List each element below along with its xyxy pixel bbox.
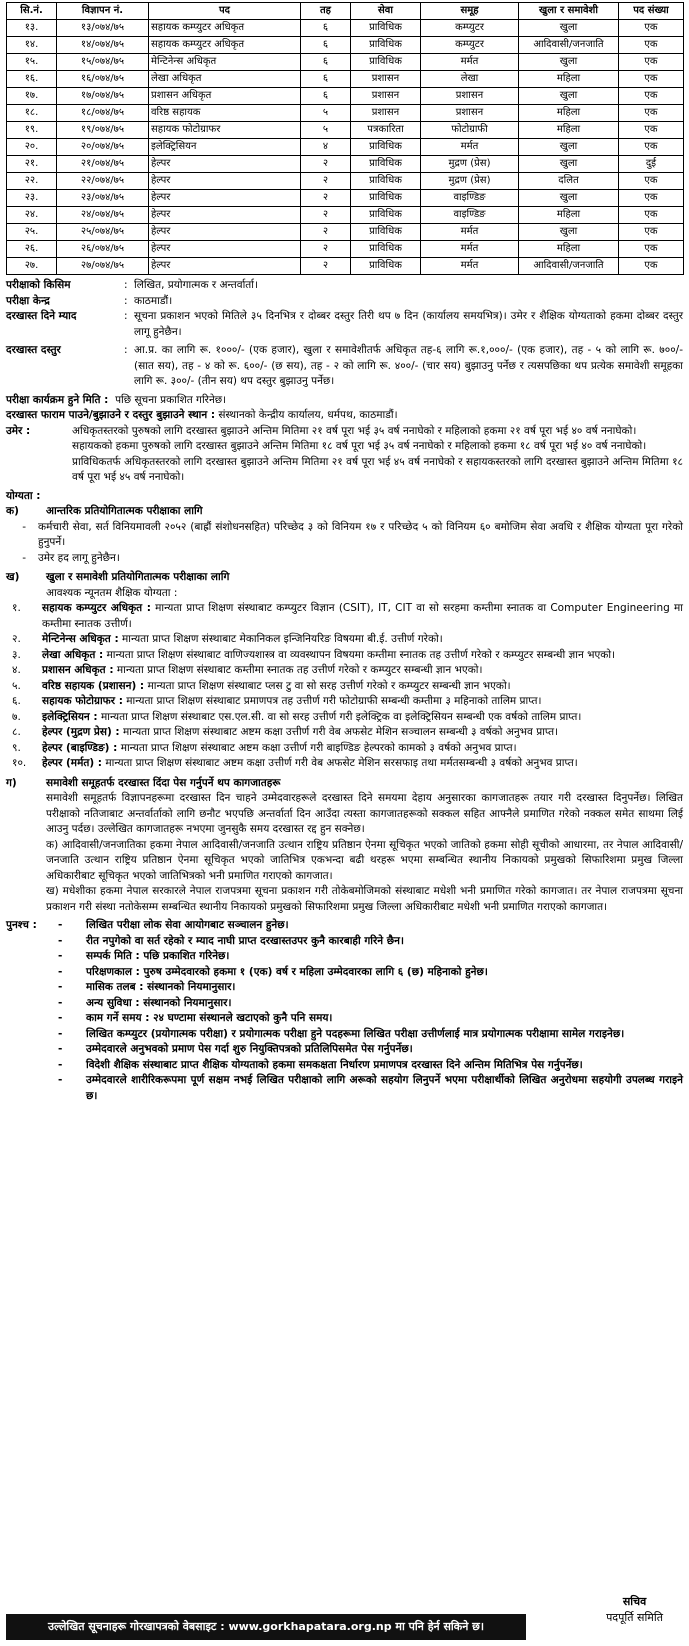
qual-b-item-text: मान्यता प्राप्त शिक्षण संस्थाबाट प्रमाणपत्र तह उत्तीर्ण गरी फोटोग्राफी सम्बन्धी कम्तीमा ३ महिनाको तालिम प्राप्त। [126, 695, 542, 707]
table-cell: वाइण्डिङ [421, 207, 519, 224]
qual-b-item [6, 648, 683, 664]
note-text: सम्पर्क मिति : पछि प्रकाशित गरिनेछ। [86, 950, 230, 962]
table-cell: २७. [7, 258, 57, 275]
table-cell: एक [619, 190, 684, 207]
notes-list [58, 918, 683, 1104]
table-cell: ६ [301, 88, 351, 105]
qual-b-item-num: २. [12, 633, 21, 645]
table-cell: २४/०७४/७५ [57, 207, 149, 224]
qual-c-title: समावेशी समूहतर्फ दरखास्त दिंदा पेस गर्नुपर्ने थप कागजातहरू [46, 776, 281, 789]
table-cell: १३. [7, 20, 57, 37]
qual-b-item [6, 601, 683, 632]
table-cell: दुई [619, 156, 684, 173]
table-cell: प्रशासन [351, 71, 421, 88]
table-cell: प्राविधिक [351, 37, 421, 54]
qual-b-item [6, 741, 683, 757]
table-row [7, 37, 684, 54]
table-cell: प्राविधिक [351, 190, 421, 207]
info-text: काठमाडौं। [134, 294, 173, 307]
qual-b-item-num: १. [12, 602, 21, 614]
qual-b-item-text: मान्यता प्राप्त शिक्षण संस्थाबाट कम्प्युटर विज्ञान (CSIT), IT, CIT वा सो सरहमा कम्तीमा स्नातक वा Computer Engineering मा कम्तीमा स्नातक उत्तीर्ण। [42, 602, 683, 630]
table-cell: हेल्पर [149, 258, 301, 275]
table-cell: एक [619, 20, 684, 37]
info-label: दरखास्त दिने म्याद [6, 310, 77, 322]
table-cell: हेल्पर [149, 207, 301, 224]
table-cell: २ [301, 190, 351, 207]
note-text: मासिक तलब : संस्थानको नियमानुसार। [86, 981, 236, 993]
qual-a-item: - कर्मचारी सेवा, सर्त विनियमावली २०५२ (बाह्रौं संशोधनसहित) परिच्छेद ३ को विनियम १७ र परिच्छेद ५ को विनियम ६० बमोजिम सेवा अवधि र शैक्षिक योग्यता पूरा गरेको हुनुपर्ने। [6, 520, 683, 551]
table-cell: महिला [519, 207, 619, 224]
qual-b-item-text: मान्यता प्राप्त शिक्षण संस्थाबाट अष्टम कक्षा उत्तीर्ण गरी वेब अफसेट मेशिन सरसफाइ तथा मर्मतसम्बन्धी ३ वर्षको अनुभव प्राप्त। [105, 757, 578, 769]
table-row [7, 122, 684, 139]
table-cell: १४. [7, 37, 57, 54]
table-row [7, 156, 684, 173]
table-cell: एक [619, 37, 684, 54]
website-banner: उल्लेखित सूचनाहरू गोरखापत्रको वेबसाइट : www.gorkhapatara.org.np मा पनि हेर्न सकिने छ। [6, 1614, 526, 1640]
qual-c-heading [6, 776, 683, 792]
table-cell: २५. [7, 224, 57, 241]
table-cell: २ [301, 224, 351, 241]
notice-page [6, 2, 683, 1104]
table-cell: ५ [301, 122, 351, 139]
table-row [7, 241, 684, 258]
table-cell: २३. [7, 190, 57, 207]
note-item: - लिखित कम्प्युटर (प्रयोगात्मक परीक्षा) र प्रयोगात्मक परीक्षा हुने पदहरूमा लिखित परीक्षा उत्तीर्णलाई मात्र प्रयोगात्मक परीक्षामा सामेल गराइनेछ। [58, 1027, 683, 1043]
schedule-text: पछि सूचना प्रकाशित गरिनेछ। [115, 393, 227, 406]
table-cell: खुला [519, 139, 619, 156]
info-label: परीक्षा केन्द्र [6, 294, 50, 307]
qual-b-item-text: मान्यता प्राप्त शिक्षण संस्थाबाट मेकानिकल इन्जिनियरिङ विषयमा बी.ई. उत्तीर्ण गरेको। [122, 633, 443, 645]
table-row [7, 173, 684, 190]
qual-b-item-num: ६. [12, 695, 21, 707]
note-text: लिखित परीक्षा लोक सेवा आयोगबाट सञ्चालन हुनेछ। [86, 919, 289, 931]
table-cell: लेखा अधिकृत [149, 71, 301, 88]
table-cell: १७/०७४/७५ [57, 88, 149, 105]
age-para: अधिकृतस्तरको पुरुषको लागि दरखास्त बुझाउने अन्तिम मितिमा २१ वर्ष पूरा भई ३५ वर्ष ननाघेको र महिलाको हकमा २१ वर्ष पूरा भई ४० वर्ष ननाघेको। [72, 424, 637, 437]
table-row [7, 207, 684, 224]
table-cell: खुला [519, 190, 619, 207]
note-item: - मासिक तलब : संस्थानको नियमानुसार। [58, 980, 683, 996]
qual-a-text: कर्मचारी सेवा, सर्त विनियमावली २०५२ (बाह्रौं संशोधनसहित) परिच्छेद ३ को विनियम १७ र परिच्छेद ५ को विनियम ६० बमोजिम सेवा अवधि र शैक्षिक योग्यता पूरा गरेको हुनुपर्ने। [38, 520, 683, 548]
col-header: पद [149, 3, 301, 20]
table-cell: मुद्रण (प्रेस) [421, 173, 519, 190]
vacancy-table [6, 2, 684, 275]
note-text: उम्मेदवारले शारीरिकरूपमा पूर्ण सक्षम नभई लिखित परीक्षाको लागि अरूको सहयोग लिनुपर्ने भएमा परीक्षार्थीको लिखित अनुरोधमा सहयोगी उपलब्ध गराइने छ। [86, 1074, 683, 1102]
table-cell: २ [301, 173, 351, 190]
table-cell: ६ [301, 20, 351, 37]
col-header: तह [301, 3, 351, 20]
qualification-title: योग्यता : [6, 489, 41, 502]
qual-b-item-text: मान्यता प्राप्त शिक्षण संस्थाबाट अष्टम कक्षा उत्तीर्ण गरी बाइण्डिङ हेल्परको कामको ३ वर्षको अनुभव प्राप्त। [120, 741, 517, 754]
table-cell: खुला [519, 54, 619, 71]
age-para: सहायकको हकमा पुरुषको लागि दरखास्त बुझाउने अन्तिम मितिमा १८ वर्ष पूरा भई ३५ वर्ष ननाघेको र महिलाको हकमा १८ वर्ष पूरा भई ४० वर्ष ननाघेको। [72, 440, 647, 452]
note-text: अन्य सुविधा : संस्थानको नियमानुसार। [86, 996, 232, 1009]
info-exam-center: परीक्षा केन्द्र : काठमाडौं। [6, 294, 683, 310]
qual-b-num: ख) [6, 571, 20, 583]
age-section [6, 424, 683, 486]
table-cell: महिला [519, 71, 619, 88]
table-cell: सहायक फोटोग्राफर [149, 122, 301, 139]
qual-b-item [6, 632, 683, 648]
table-cell: १९. [7, 122, 57, 139]
info-label: दरखास्त दस्तुर [6, 344, 61, 356]
qual-b-item-text: मान्यता प्राप्त शिक्षण संस्थाबाट प्लस टु वा सो सरह उत्तीर्ण गरेको र कम्प्युटर सम्बन्धी ज्ञान भएको। [147, 679, 511, 692]
table-cell: खुला [519, 88, 619, 105]
age-para: प्राविधिकतर्फ अधिकृतस्तरको लागि दरखास्त बुझाउने अन्तिम मितिमा २१ वर्ष पूरा भई ४५ वर्ष ननाघेको र सहायकस्तरको लागि दरखास्त बुझाउने अन्तिम मितिमा १८ वर्ष पूरा भई ४५ वर्ष ननाघेको। [72, 455, 683, 483]
table-cell: २१. [7, 156, 57, 173]
table-cell: १४/०७४/७५ [57, 37, 149, 54]
info-fee: दरखास्त दस्तुर : आ.प्र. का लागि रू. १०००/- (एक हजार), खुला र समावेशीतर्फ अधिकृत तह-६ लागि रू.१,०००/- (एक हजार), तह - ५ को लागि रू. ७००/- (सात सय), तह - ४ को रू. ६००/- (छ सय), तह - २ को लागि रू. ४००/- (चार सय) बुझाउनु पर्नेछ र त्यसपछिका थप प्रत्येक समावेशी समूहका लागि रू. ३००/- (तीन सय) थप दस्तुर बुझाउनु पर्नेछ। [6, 343, 683, 390]
table-header-row [7, 3, 684, 20]
table-cell: कम्प्युटर [421, 37, 519, 54]
table-cell: खुला [519, 224, 619, 241]
table-cell: प्राविधिक [351, 20, 421, 37]
note-item: - लिखित परीक्षा लोक सेवा आयोगबाट सञ्चालन हुनेछ। [58, 918, 683, 934]
table-cell: प्रशासन [351, 88, 421, 105]
notes-label: पुनश्च : [6, 919, 37, 931]
qual-b-item-num: ४. [12, 664, 21, 676]
qual-b-item-post: हेल्पर (बाइण्डिङ) : [42, 741, 118, 754]
qual-c-item: ख) मधेशीका हकमा नेपाल सरकारले नेपाल राजपत्रमा सूचना प्रकाशन गरी तोकेबमोजिमको संस्थाबाट मधेशी भनी प्रमाणित गरेको कागजात। तर नेपाल राजपत्रमा सूचना प्रकाशन गरी संस्था नतोकेसम्म सम्बन्धित स्थानीय निकायको प्रमुखको सिफारिशमा प्रमुख जिल्ला अधिकारीबाट मधेशी भनी प्रमाणित गराएको कागजात। [46, 885, 683, 913]
qual-b-item [6, 679, 683, 695]
note-item: - उम्मेदवारले शारीरिकरूपमा पूर्ण सक्षम नभई लिखित परीक्षाको लागि अरूको सहयोग लिनुपर्ने भएमा परीक्षार्थीको लिखित अनुरोधमा सहयोगी उपलब्ध गराइने छ। [58, 1073, 683, 1104]
signature-block [606, 1594, 663, 1626]
col-header: सेवा [351, 3, 421, 20]
qual-b-item-num: ९. [12, 741, 21, 754]
table-cell: प्राविधिक [351, 258, 421, 275]
qual-b-item-num: ७. [12, 710, 21, 723]
note-item: - काम गर्ने समय : २४ घण्टामा संस्थानले खटाएको कुनै पनि समय। [58, 1011, 683, 1027]
qual-b-item-post: प्रशासन अधिकृत : [42, 664, 114, 676]
table-cell: एक [619, 258, 684, 275]
note-item: - उम्मेदवारले अनुभवको प्रमाण पेस गर्दा शुरु नियुक्तिपत्रको प्रतिलिपिसमेत पेस गर्नुपर्नेछ। [58, 1042, 683, 1058]
qual-b-heading [6, 570, 683, 586]
table-cell: २७/०७४/७५ [57, 258, 149, 275]
table-cell: सहायक कम्प्युटर अधिकृत [149, 20, 301, 37]
vacancy-table-body [7, 20, 684, 275]
table-cell: प्रशासन अधिकृत [149, 88, 301, 105]
note-item: - सम्पर्क मिति : पछि प्रकाशित गरिनेछ। [58, 949, 683, 965]
age-label: उमेर : [6, 424, 31, 437]
table-cell: प्राविधिक [351, 224, 421, 241]
qual-a-item: - उमेर हद लागू हुनेछैन। [6, 551, 683, 567]
table-cell: महिला [519, 122, 619, 139]
table-cell: एक [619, 88, 684, 105]
table-cell: प्राविधिक [351, 139, 421, 156]
table-cell: मर्मत [421, 258, 519, 275]
table-cell: २०/०७४/७५ [57, 139, 149, 156]
table-cell: प्राविधिक [351, 54, 421, 71]
table-cell: १५/०७४/७५ [57, 54, 149, 71]
table-cell: १३/०७४/७५ [57, 20, 149, 37]
col-header: सि.नं. [7, 3, 57, 20]
table-cell: फोटोग्राफी [421, 122, 519, 139]
qual-b-item-post: लेखा अधिकृत : [42, 648, 104, 661]
table-cell: २६/०७४/७५ [57, 241, 149, 258]
table-row [7, 20, 684, 37]
table-cell: एक [619, 241, 684, 258]
qual-b-title: खुला र समावेशी प्रतियोगितात्मक परीक्षाका लागि [46, 571, 230, 583]
table-cell: खुला [519, 20, 619, 37]
table-cell: ६ [301, 71, 351, 88]
form-text: संस्थानको केन्द्रीय कार्यालय, धर्मपथ, काठमाडौं। [218, 409, 398, 421]
table-cell: मर्मत [421, 54, 519, 71]
table-cell: हेल्पर [149, 173, 301, 190]
schedule-label: परीक्षा कार्यक्रम हुने मिति : [6, 393, 109, 406]
table-cell: १६. [7, 71, 57, 88]
table-cell: वरिष्ठ सहायक [149, 105, 301, 122]
note-text: परिक्षणकाल : पुरुष उम्मेदवारको हकमा १ (एक) वर्ष र महिला उम्मेदवारका लागि ६ (छ) महिनाको हुनेछ। [86, 965, 488, 978]
table-cell: प्राविधिक [351, 173, 421, 190]
qual-a-title: आन्तरिक प्रतियोगितात्मक परीक्षाका लागि [46, 505, 203, 517]
signatory-committee: पदपूर्ति समिति [606, 1611, 663, 1624]
table-cell: हेल्पर [149, 156, 301, 173]
qual-b-item-text: मान्यता प्राप्त शिक्षण संस्थाबाट कम्तीमा स्नातक तह उत्तीर्ण गरेको र कम्प्युटर सम्बन्धी ज्ञान भएको। [116, 664, 483, 676]
qual-c-num: ग) [6, 776, 17, 789]
signatory-title: सचिव [622, 1595, 647, 1608]
info-text: आ.प्र. का लागि रू. १०००/- (एक हजार), खुला र समावेशीतर्फ अधिकृत तह-६ लागि रू.१,०००/- (एक हजार), तह - ५ को लागि रू. ७००/- (सात सय), तह - ४ को रू. ६००/- (छ सय), तह - २ को लागि रू. ४००/- (चार सय) बुझाउनु पर्नेछ र त्यसपछिका थप प्रत्येक समावेशी समूहका लागि रू. ३००/- (तीन सय) थप दस्तुर बुझाउनु पर्नेछ। [134, 344, 683, 387]
qual-b-item [6, 756, 683, 772]
note-item: - परिक्षणकाल : पुरुष उम्मेदवारको हकमा १ (एक) वर्ष र महिला उम्मेदवारका लागि ६ (छ) महिनाको हुनेछ। [58, 965, 683, 981]
table-cell: ६ [301, 54, 351, 71]
col-header: खुला र समावेशी [519, 3, 619, 20]
table-cell: एक [619, 173, 684, 190]
info-deadline: दरखास्त दिने म्याद : सूचना प्रकाशन भएको मितिले ३५ दिनभित्र र दोब्बर दस्तुर तिरी थप ७ दिन (कार्यालय समयभित्र)। उमेर र शैक्षिक योग्यताको हकमा दोब्बर दस्तुर लागू हुनेछैन। [6, 309, 683, 340]
table-cell: मुद्रण (प्रेस) [421, 156, 519, 173]
table-cell: एक [619, 224, 684, 241]
table-row [7, 105, 684, 122]
table-cell: १६/०७४/७५ [57, 71, 149, 88]
qual-b-item [6, 663, 683, 679]
table-cell: २६. [7, 241, 57, 258]
info-exam-type: परीक्षाको किसिम : लिखित, प्रयोगात्मक र अन्तर्वार्ता। [6, 278, 683, 294]
table-cell: २ [301, 156, 351, 173]
table-cell: एक [619, 71, 684, 88]
table-cell: प्रशासन [421, 88, 519, 105]
form-location [6, 408, 683, 424]
table-cell: एक [619, 54, 684, 71]
notes-section [6, 918, 683, 1104]
table-cell: एक [619, 139, 684, 156]
qual-c-item: क) आदिवासी/जनजातिका हकमा नेपाल आदिवासी/जनजाति उत्थान राष्ट्रिय प्रतिष्ठान ऐनमा सूचिकृत भएको जातिको हकमा सोही सूचीको आधारमा, तर नेपाल आदिवासी/जनजाति उत्थान राष्ट्रिय प्रतिष्ठान ऐनमा सूचिकृत भएको जातिभित्र एकभन्दा बढी थरहरू भएमा सम्बन्धित स्थानीय निकायको प्रमुखको सिफारिशमा प्रमुख जिल्ला अधिकारीबाट सूचिकृत भएको जातिभित्रको भनी प्रमाणित गराएको कागजात। [46, 838, 683, 882]
col-header: विज्ञापन नं. [57, 3, 149, 20]
table-cell: सहायक कम्प्युटर अधिकृत [149, 37, 301, 54]
qual-a-heading [6, 504, 683, 520]
info-text: लिखित, प्रयोगात्मक र अन्तर्वार्ता। [134, 279, 258, 291]
qual-b-item-post: वरिष्ठ सहायक (प्रशासन) : [42, 679, 145, 692]
note-item: - रीत नपुगेको वा सर्त रहेको र म्याद नाघी प्राप्त दरखास्तउपर कुनै कारबाही गरिने छैन। [58, 934, 683, 950]
table-cell: हेल्पर [149, 241, 301, 258]
qual-b-item-post: इलेक्ट्रिसियन : [42, 710, 98, 723]
note-text: उम्मेदवारले अनुभवको प्रमाण पेस गर्दा शुरु नियुक्तिपत्रको प्रतिलिपिसमेत पेस गर्नुपर्नेछ। [86, 1043, 413, 1055]
table-cell: प्राविधिक [351, 241, 421, 258]
qual-b-item-text: मान्यता प्राप्त शिक्षण संस्थाबाट वाणिज्यशास्त्र वा व्यवस्थापन विषयमा कम्तीमा स्नातक तह उत्तीर्ण गरेको र कम्प्युटर सम्बन्धी ज्ञान भएको। [106, 648, 616, 661]
table-cell: प्राविधिक [351, 207, 421, 224]
table-row [7, 54, 684, 71]
table-row [7, 258, 684, 275]
table-cell: मर्मत [421, 241, 519, 258]
table-row [7, 190, 684, 207]
form-label: दरखास्त फाराम पाउने/बुझाउने र दस्तुर बुझाउने स्थान : [6, 409, 216, 421]
table-row [7, 139, 684, 156]
table-cell: २२. [7, 173, 57, 190]
qual-b-item-num: १०. [12, 757, 27, 769]
note-item: - विदेशी शैक्षिक संस्थाबाट प्राप्त शैक्षिक योग्यताको हकमा समकक्षता निर्धारण प्रमाणपत्र दरखास्त दिने अन्तिम मितिभित्र पेस गर्नुपर्नेछ। [58, 1058, 683, 1074]
table-row [7, 71, 684, 88]
qual-a-num: क) [6, 505, 19, 517]
qual-a-text: उमेर हद लागू हुनेछैन। [38, 551, 120, 564]
note-item: - अन्य सुविधा : संस्थानको नियमानुसार। [58, 996, 683, 1012]
table-cell: २ [301, 241, 351, 258]
table-row [7, 224, 684, 241]
info-label: परीक्षाको किसिम [6, 279, 71, 291]
table-cell: १५. [7, 54, 57, 71]
table-cell: मर्मत [421, 139, 519, 156]
table-cell: कम्प्युटर [421, 20, 519, 37]
table-cell: हेल्पर [149, 190, 301, 207]
table-cell: पत्रकारिता [351, 122, 421, 139]
info-text: सूचना प्रकाशन भएको मितिले ३५ दिनभित्र र दोब्बर दस्तुर तिरी थप ७ दिन (कार्यालय समयभित्र)। उमेर र शैक्षिक योग्यताको हकमा दोब्बर दस्तुर लागू हुनेछैन। [134, 310, 683, 338]
table-cell: वाइण्डिङ [421, 190, 519, 207]
table-cell: २०. [7, 139, 57, 156]
table-cell: मर्मत [421, 224, 519, 241]
qual-b-item-post: हेल्पर (मुद्रण प्रेस) : [42, 726, 120, 738]
table-cell: १७. [7, 88, 57, 105]
table-cell: १८. [7, 105, 57, 122]
qual-b-item [6, 710, 683, 726]
qual-b-item-post: हेल्पर (मर्मत) : [42, 757, 102, 769]
qual-b-item [6, 725, 683, 741]
table-cell: मेन्टिनेन्स अधिकृत [149, 54, 301, 71]
table-cell: एक [619, 207, 684, 224]
col-header: समूह [421, 3, 519, 20]
qual-b-item-post: सहायक कम्प्युटर अधिकृत : [42, 602, 151, 614]
note-text: लिखित कम्प्युटर (प्रयोगात्मक परीक्षा) र प्रयोगात्मक परीक्षा हुने पदहरूमा लिखित परीक्षा उत्तीर्णलाई मात्र प्रयोगात्मक परीक्षामा सामेल गराइनेछ। [86, 1027, 625, 1040]
qual-b-item-post: मेन्टिनेन्स अधिकृत : [42, 633, 119, 645]
qualification-section [6, 489, 683, 916]
table-cell: ६ [301, 37, 351, 54]
table-cell: लेखा [421, 71, 519, 88]
table-cell: २१/०७४/७५ [57, 156, 149, 173]
qual-b-item-text: मान्यता प्राप्त शिक्षण संस्थाबाट अष्टम कक्षा उत्तीर्ण गरी वेब अफसेट मेशिन सञ्चालन सम्बन्धी ३ वर्षको अनुभव प्राप्त। [122, 726, 559, 738]
table-cell: एक [619, 105, 684, 122]
qual-b-item-post: सहायक फोटोग्राफर : [42, 695, 123, 707]
table-cell: दलित [519, 173, 619, 190]
table-cell: ५ [301, 105, 351, 122]
note-text: काम गर्ने समय : २४ घण्टामा संस्थानले खटाएको कुनै पनि समय। [86, 1012, 333, 1024]
qual-b-item-num: ३. [12, 648, 21, 661]
table-cell: १८/०७४/७५ [57, 105, 149, 122]
note-text: रीत नपुगेको वा सर्त रहेको र म्याद नाघी प्राप्त दरखास्तउपर कुनै कारबाही गरिने छैन। [86, 934, 404, 947]
qual-b-item-num: ८. [12, 726, 21, 738]
qual-b-sub: आवश्यक न्यूनतम शैक्षिक योग्यता : [46, 586, 178, 599]
table-cell: २ [301, 258, 351, 275]
qual-b-item-text: मान्यता प्राप्त शिक्षण संस्थाबाट एस.एल.सी. वा सो सरह उत्तीर्ण गरी इलेक्ट्रिक वा इलेक्ट्रिसियन सम्बन्धी एक वर्षको तालिम प्राप्त। [100, 710, 582, 723]
table-cell: हेल्पर [149, 224, 301, 241]
table-cell: एक [619, 122, 684, 139]
note-text: विदेशी शैक्षिक संस्थाबाट प्राप्त शैक्षिक योग्यताको हकमा समकक्षता निर्धारण प्रमाणपत्र दरखास्त दिने अन्तिम मितिभित्र पेस गर्नुपर्नेछ। [86, 1058, 583, 1071]
info-section [6, 278, 683, 486]
exam-schedule [6, 393, 683, 409]
table-cell: महिला [519, 105, 619, 122]
table-cell: इलेक्ट्रिसियन [149, 139, 301, 156]
table-cell: ४ [301, 139, 351, 156]
table-cell: खुला [519, 156, 619, 173]
table-cell: महिला [519, 241, 619, 258]
table-cell: २४. [7, 207, 57, 224]
table-cell: आदिवासी/जनजाति [519, 37, 619, 54]
table-cell: २ [301, 207, 351, 224]
table-cell: प्राविधिक [351, 156, 421, 173]
qual-b-list [6, 601, 683, 772]
footer [6, 1595, 683, 1644]
qual-c-intro: समावेशी समूहतर्फ विज्ञापनहरूमा दरखास्त दिन चाहने उम्मेदवारहरूले दरखास्त दिने समयमा देहाय अनुसारका कागजातहरू तयार गरी दरखास्त दिनुपर्नेछ। लिखित परीक्षाको नतिजाबाट अन्तर्वार्ताको लागि छनौट भएपछि अन्तर्वार्ता दिन आउँदा त्यस्ता कागजातहरूको सक्कल सहित आफ्नैले प्रमाणित गरेको नक्कल समेत साथमा लिई आउनु पर्दछ। उल्लेखित कागजातहरू नभएमा जुनसुकै समय दरखास्त रद्द हुन सक्नेछ। [46, 792, 683, 835]
qual-b-item [6, 694, 683, 710]
table-cell: प्रशासन [351, 105, 421, 122]
table-cell: १९/०७४/७५ [57, 122, 149, 139]
qual-b-item-num: ५. [12, 679, 21, 692]
table-cell: प्रशासन [421, 105, 519, 122]
table-cell: आदिवासी/जनजाति [519, 258, 619, 275]
col-header: पद संख्या [619, 3, 684, 20]
table-cell: २२/०७४/७५ [57, 173, 149, 190]
table-row [7, 88, 684, 105]
table-cell: २५/०७४/७५ [57, 224, 149, 241]
table-cell: २३/०७४/७५ [57, 190, 149, 207]
